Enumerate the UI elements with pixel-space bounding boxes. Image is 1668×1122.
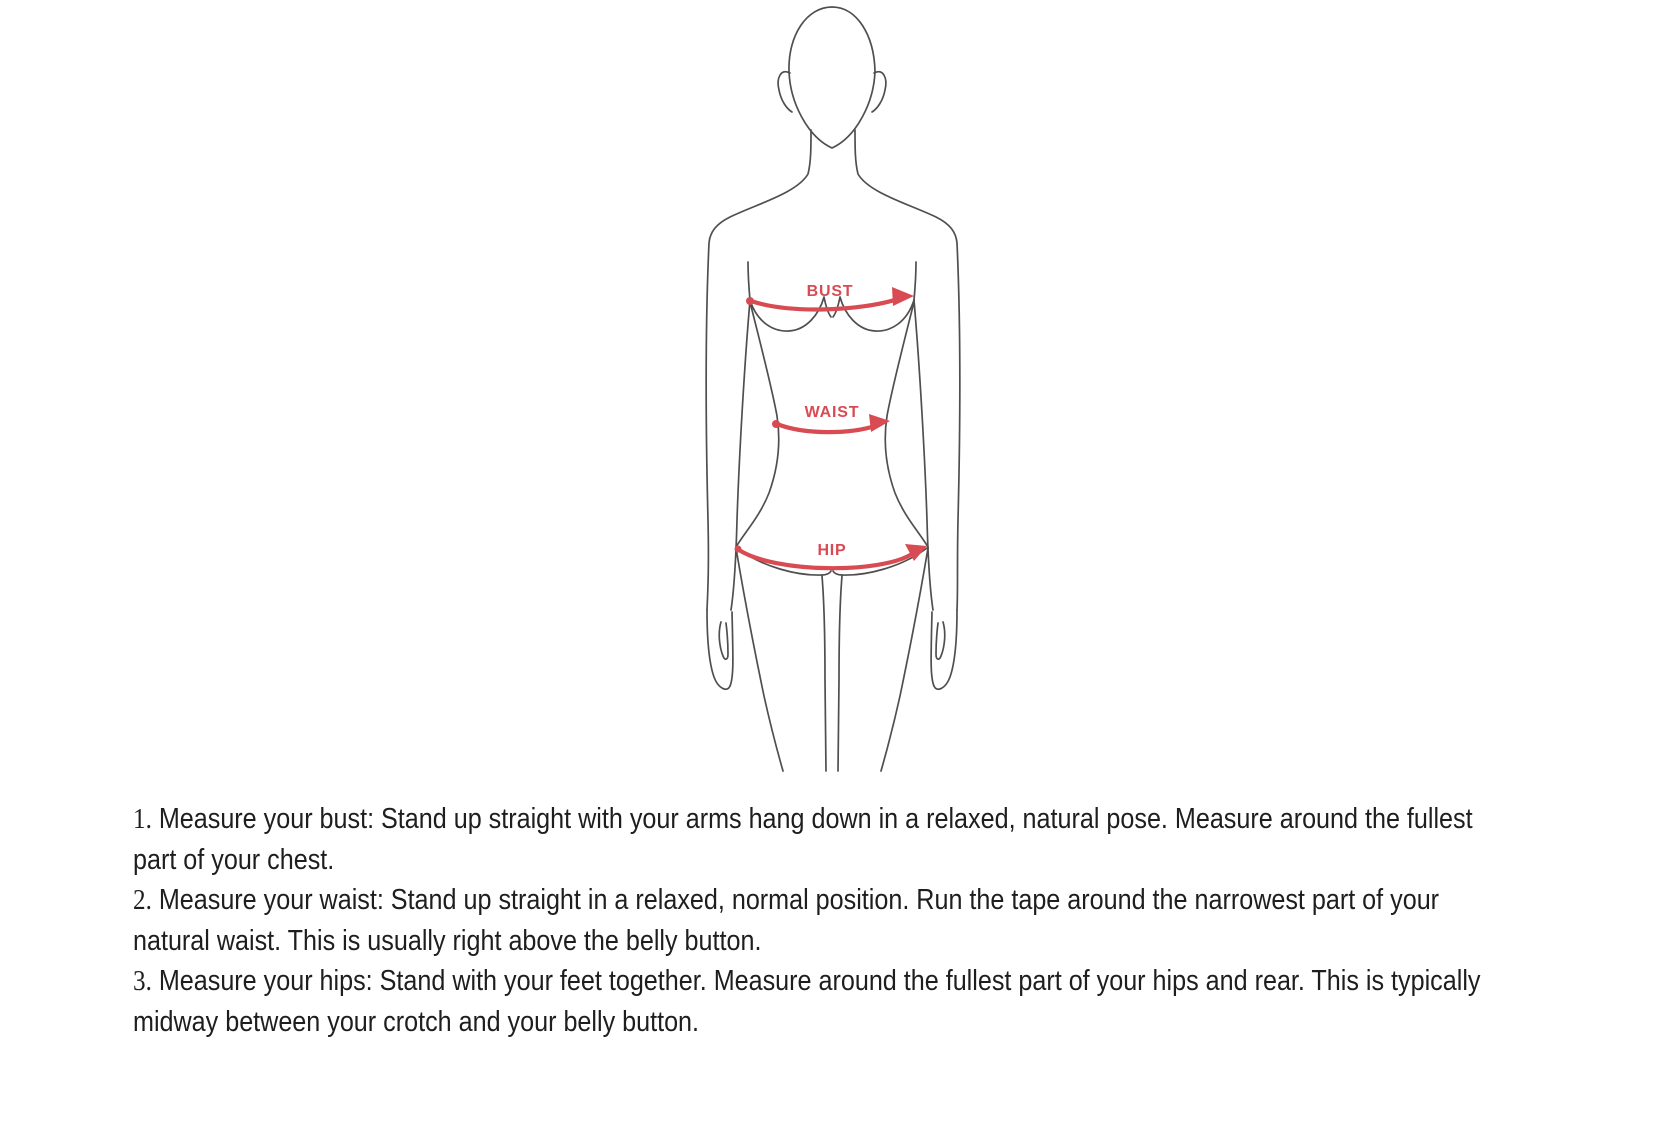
body-figure-svg: [680, 0, 980, 790]
instruction-number: 1.: [133, 803, 152, 835]
right-torso-side: [885, 302, 928, 547]
left-outer-thigh: [736, 548, 783, 771]
right-armpit: [914, 262, 916, 300]
head-outline: [789, 7, 875, 148]
instruction-number: 2.: [133, 884, 152, 916]
right-inner-arm: [914, 300, 933, 610]
right-inner-leg: [838, 576, 842, 771]
waist-label: WAIST: [804, 404, 860, 421]
right-neck-shoulder-arm: [855, 130, 960, 610]
hip-arrowhead-icon: [905, 544, 927, 561]
bust-measurement: [746, 283, 914, 309]
right-hand: [931, 610, 957, 689]
bust-arrowhead-icon: [892, 287, 914, 306]
right-outer-thigh: [881, 548, 928, 771]
hip-label: HIP: [817, 542, 847, 559]
instruction-number: 3.: [133, 965, 152, 997]
left-hand: [707, 610, 733, 689]
left-thumb: [719, 622, 728, 659]
left-inner-arm: [731, 300, 750, 610]
waist-measurement: [772, 404, 890, 432]
instruction-text: Measure your hips: Stand with your feet together. Measure around the fullest part of your hips and rear. This is typically midway between your crotch and your belly button.: [133, 965, 1481, 1038]
body-measurement-diagram: [680, 0, 980, 790]
instruction-waist: [133, 880, 1503, 961]
instruction-text: Measure your bust: Stand up straight with your arms hang down in a relaxed, natural pose. Measure around the fullest part of your chest.: [133, 803, 1473, 876]
measuring-instructions: [133, 799, 1503, 1042]
instruction-bust: [133, 799, 1503, 880]
left-neck-shoulder-arm: [706, 130, 811, 610]
figure-outline: [706, 7, 960, 771]
right-breast-curve: [833, 297, 914, 331]
left-inner-leg: [822, 576, 826, 771]
instruction-text: Measure your waist: Stand up straight in a relaxed, normal position. Run the tape around the narrowest part of your natural waist. This is usually right above the belly button.: [133, 884, 1440, 957]
left-armpit: [748, 262, 750, 300]
right-thumb: [936, 622, 945, 659]
instruction-hips: [133, 961, 1503, 1042]
bust-label: BUST: [806, 283, 854, 300]
waist-arrow-line: [777, 424, 875, 432]
